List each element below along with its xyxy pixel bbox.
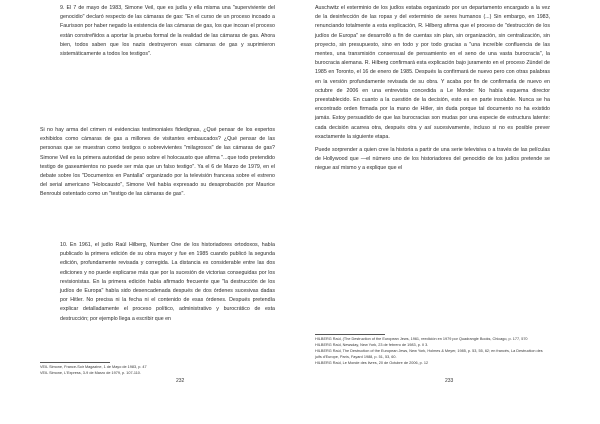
numbered-item-10 [60,241,275,324]
footnote: HILBERG Raúl, The Destruction of the European Jews, New York, Holmes & Meyer, 1985, p. 53, 55, 62; en francés, La Destruction des juifs d'Europe, París, Fayard 1988, p. 51, 53, 60. [315,349,543,359]
footnotes-right [315,336,550,366]
footnote-divider [40,362,110,363]
footnote-divider [315,334,385,335]
body-paragraph [40,126,275,200]
closing-paragraph: Puede sorprender a quien cree la historia a partir de una serie televisiva o a través de las películas de Hollywood que —el número uno de los historiadores del genocidio de los judíos pretende se niegue así mismo y a explique que el [315,147,550,172]
footnote: HILBERG Raúl, Newsday, New York, 23 de febrero de 1983, p. II 3. [315,343,429,347]
right-paragraph: Auschwitz el exterminio de los judíos estaba organizado por un departamento encargado a la vez de la desinfección de las ropas y del exterminio de seres humanos (...) Sin embargo, en 1983, renunciando totalmente a esta explicación, R. Hilberg afirma que el proceso de "destrucción de los judíos de Europa" se desarrolló a fin de cuentas sin plan, sin organización, sin centralización, sin proyecto, sin presupuesto, sino en todo y por todo gracias a "una increíble confluencia de las mentes, una transmisión consensual de pensamiento en el seno de una vasta burocracia", la burocracia alemana. R. Hilberg confirmará esta explicación bajo juramento en el proceso Zündel de 1985 en Toronto, el 16 de enero de 1985. Después la confirmará de nuevo pero con otras palabras en la versión profundamente revisada de su obra. Y acaba por fin de confirmarla de nuevo en octubre de 2006 en una entrevista concedida a Le Monde: No había esquema director preestablecido. En cuanto a la cuestión de la decisión, esto es en parte insoluble. Nunca se ha encontrado orden firmada por la mano de Hitler, sin duda porque tal documento no ha existido jamás. Estoy persuadido de que las burocracias son mudas por una especie de estructura latente: cada decisión acarrea otra, después otra y así sucesivamente, incluso si no es posible prever exactamente la siguiente etapa. [315,5,550,140]
item-10-text: 10. En 1961, el judío Raúl Hilberg, Number One de los historiadores ortodoxos, había publicado la primera edición de su obra mayor y fue en 1985 cuando publicó la segunda edición, profundamente revisada y corregida. La distancia es considerable entre las dos ediciones y no puede explicarse más que por la sucesión de victorias conseguidas por los revisionistas. En la primera edición había afirmado frecuente que "la destrucción de los judíos de Europa" había sido desencadenada después de dos órdenes sucesivas dadas por Hitler. No precisa ni la fecha ni el contenido de esas órdenes. Después pretendía explicar detalladamente el proceso político, administrativo y burocrático de esta destrucción; por ejemplo llega a escribir que en [60,242,275,322]
right-body-text [315,4,550,174]
item-9-text: 9. El 7 de mayo de 1983, Simone Veil, que es judía y ella misma una "superviviente del genocidio" declaró respecto de las cámaras de gas: "En el curso de un proceso incoado a Faurisson por haber negado la existencia de las cámaras de gas, los que incoan el proceso están constreñidos a aportar la prueba formal de la realidad de las cámaras de gas. Ahora bien, todos saben que los nazis destruyeron esas cámaras de gas y suprimieron sistemáticamente a todos los testigos". [60,5,275,58]
paragraph-text: Si no hay arma del crimen ni evidencias testimoniales fidedignas, ¿Qué pensar de los expertos exhibidos como cámaras de gas a millones de visitantes embaucados? ¿Qué pensar de las personas que se muestran como testigos o sobrevivientes "milagrosos" de las cámaras de gas? Simone Veil es la primera autoridad de peso sobre el holocausto que afirma "...que todo pretendido testigo de gaseamientos no puede ser más que un falso testigo". Ya el 6 de Marzo de 1979, en el debate sobre los "Documentos en Pantalla" organizado por la televisión francesa sobre el estreno del serial americano "Holocausto", Simone Veil había expresado su desaprobación por Maurice Benroubi ostentado como un "testigo de las cámaras de gas". [40,127,275,198]
footnotes-left [40,364,160,376]
footnote: VEIL Simone, L'Express, 3-9 de Marzo de 1979, p. 107-110. [40,371,141,375]
page-number: 233 [445,378,454,384]
footnote: HILBERG Raúl, (The Destruction of the European Jews, 1961, reedición en 1979 por Quadrangle Books, Chicago, p. 177, 570 [315,337,528,341]
footnote: VEIL Simone, France-Soir Magazine, 1 de Mayo de 1983, p. 47 [40,365,147,369]
page-number: 232 [176,378,185,384]
footnote: HILBERG Raúl, Le Monde des livres, 20 de Octubre de 2006, p. 12 [315,361,429,365]
numbered-item-9 [60,4,275,59]
